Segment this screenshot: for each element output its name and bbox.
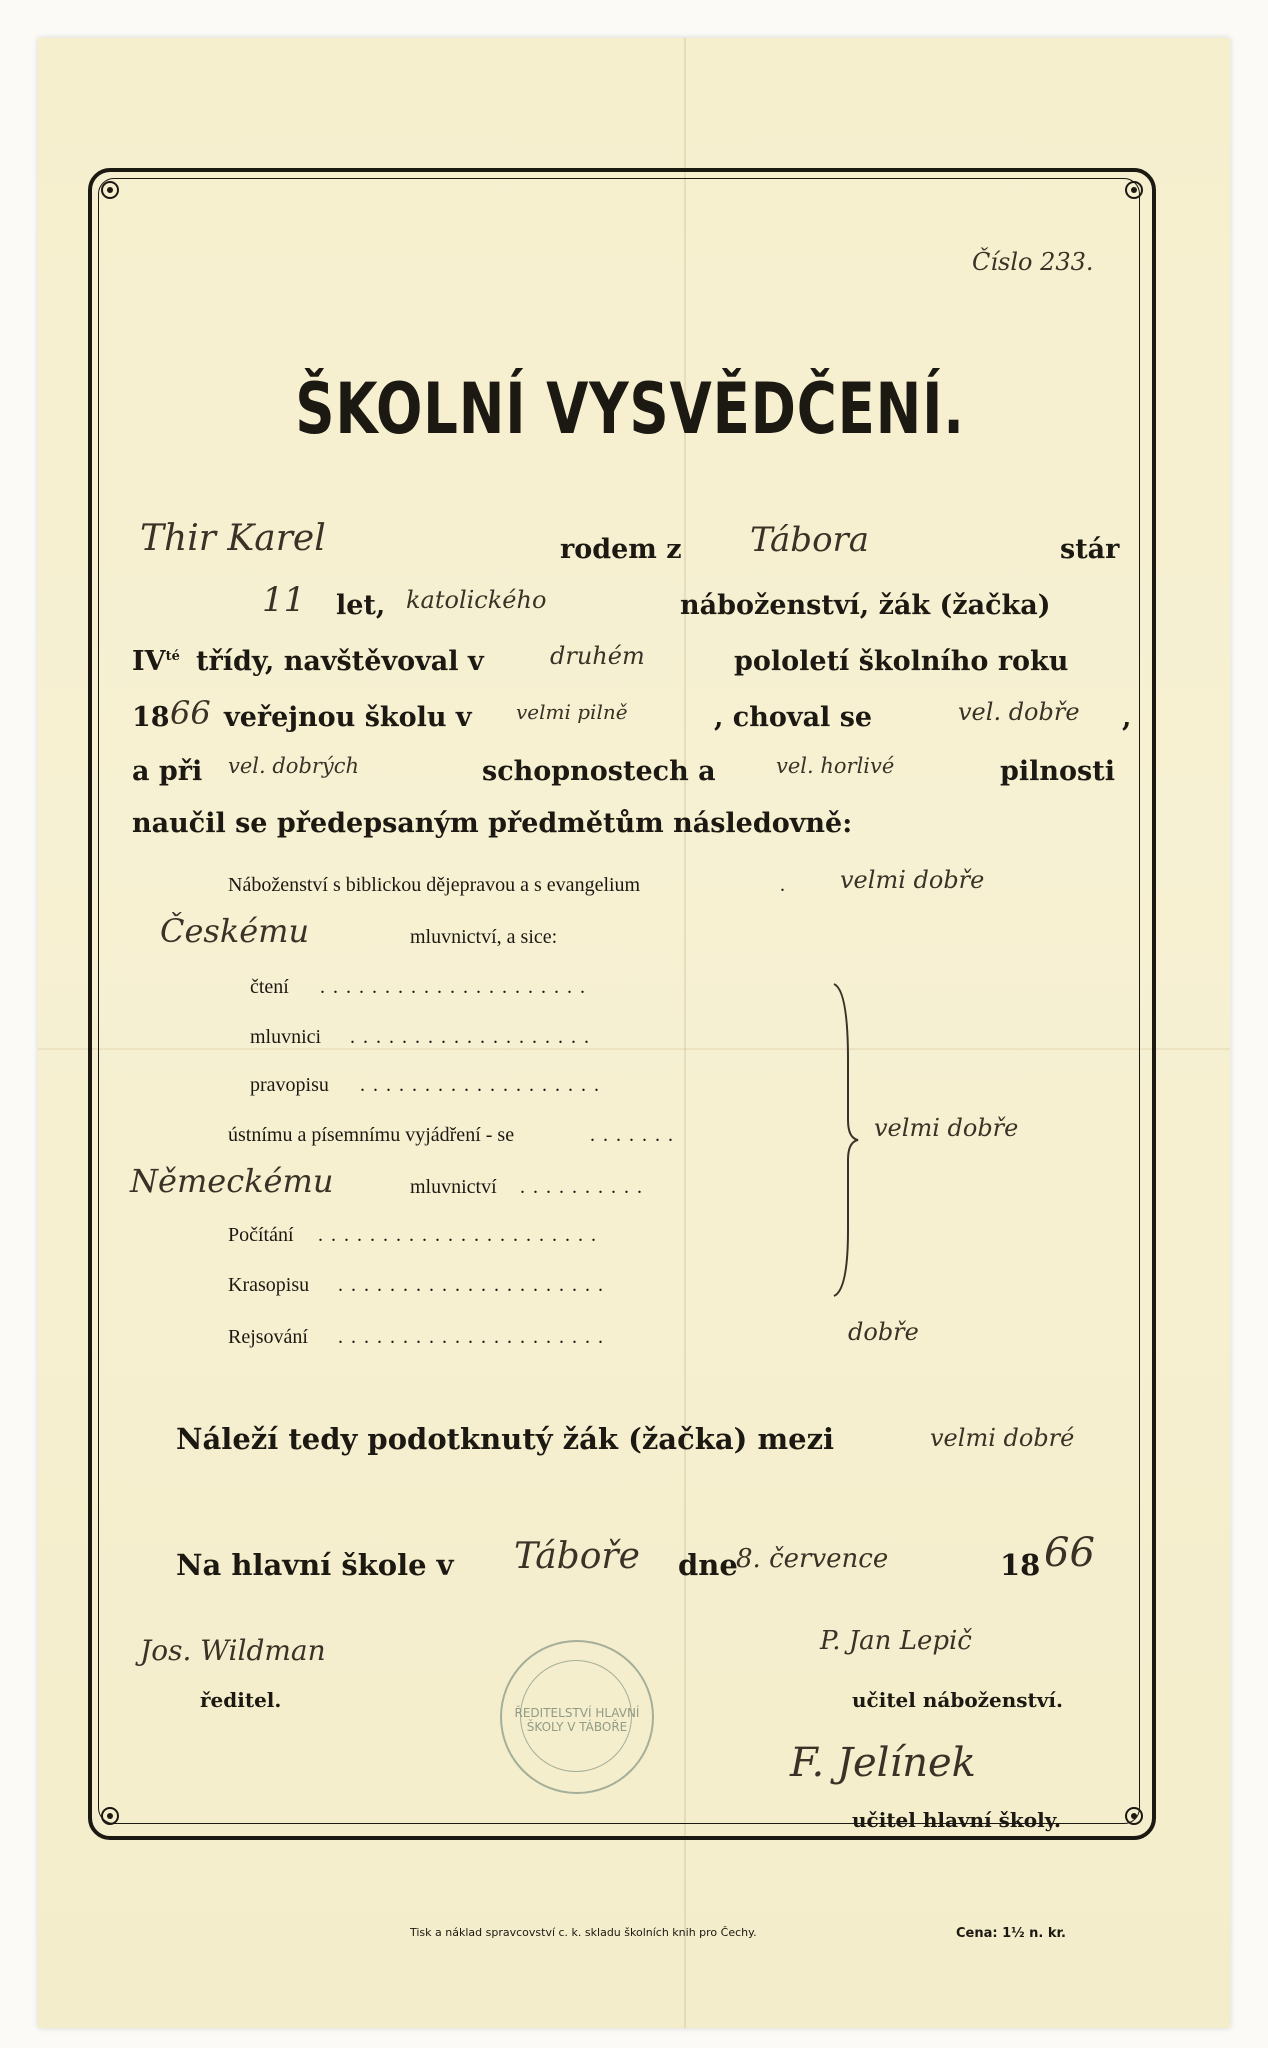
dot-leader: .......... [520, 1176, 650, 1198]
year-hand: 66 [170, 694, 211, 732]
signature-religion-teacher: P. Jan Lepič [820, 1626, 972, 1656]
diligence-label: pilnosti [1000, 756, 1115, 787]
dot-leader: ................... [360, 1074, 607, 1096]
abilities-label: schopnostech a [482, 756, 716, 787]
abilities-value: vel. dobrých [228, 754, 360, 778]
signature-teacher: F. Jelínek [790, 1740, 976, 1786]
dot-leader: ................... [350, 1026, 597, 1048]
class-value: $IV^{té}$ [132, 646, 180, 677]
age-label: stár [1060, 534, 1120, 565]
behavior-value: vel. dobře [958, 698, 1080, 726]
dot-leader: ..................... [338, 1326, 611, 1348]
belongs-value: velmi dobré [930, 1424, 1075, 1452]
corner-ornament-icon [1108, 176, 1148, 216]
semester-label: pololetí školního roku [734, 646, 1069, 677]
subject-arithmetic: Počítání [228, 1224, 294, 1246]
religion-label: náboženství, žák (žačka) [680, 590, 1051, 621]
year-prefix: 18 [132, 702, 170, 733]
subject-religion: Náboženství s biblickou dějepravou a s evangelium [228, 874, 641, 896]
dot-leader: ..................... [320, 976, 593, 998]
german-hand: Německému [130, 1162, 334, 1200]
role-teacher: učitel hlavní školy. [852, 1808, 1062, 1832]
role-director: ředitel. [200, 1688, 282, 1712]
diligence-value: vel. horlivé [776, 754, 895, 778]
date-year-prefix: 18 [1000, 1548, 1041, 1582]
grade-religion: velmi dobře [840, 866, 985, 894]
grade-bracket-icon [830, 980, 860, 1300]
czech-hand: Českému [160, 912, 310, 950]
date-label: dne [678, 1548, 738, 1582]
belongs-label: Náleží tedy podotknutý žák (žačka) mezi [176, 1422, 835, 1456]
dot-leader: ..................... [338, 1274, 611, 1296]
semester-value: druhém [550, 642, 645, 670]
subject-drawing: Rejsování [228, 1326, 308, 1348]
printer-note: Tisk a náklad spravcovství c. k. skladu školních knih pro Čechy. [410, 1926, 757, 1939]
behavior-label: , choval se [714, 702, 873, 733]
attendance-value: velmi pilně [516, 700, 628, 724]
birthplace: Tábora [750, 520, 870, 560]
subject-orthography: pravopisu [250, 1074, 329, 1096]
date-year-hand: 66 [1044, 1530, 1095, 1576]
price-note: Cena: 1½ n. kr. [956, 1926, 1066, 1941]
certificate-number: Číslo 233. [972, 248, 1094, 276]
place-value: Táboře [514, 1536, 640, 1577]
subject-czech: mluvnictví, a sice: [410, 926, 558, 948]
religion-value: katolického [406, 586, 547, 614]
abilities-prefix: a při [132, 756, 203, 787]
subject-expression: ústnímu a písemnímu vyjádření - se [228, 1124, 515, 1146]
pupil-age: 11 [262, 580, 306, 620]
born-label: rodem z [560, 534, 682, 565]
dot-leader: ....... [590, 1124, 681, 1146]
role-religion-teacher: učitel náboženství. [852, 1688, 1063, 1712]
grade-group: velmi dobře [874, 1114, 1019, 1142]
corner-ornament-icon [1108, 1790, 1148, 1830]
page-title: ŠKOLNÍ VYSVĚDČENÍ. [295, 368, 965, 450]
subject-reading: čtení [250, 976, 289, 998]
dot-leader: ...................... [318, 1224, 604, 1246]
subject-grammar: mluvnici [250, 1026, 322, 1048]
subject-german: mluvnictví [410, 1176, 497, 1198]
school-label: veřejnou školu v [224, 702, 472, 733]
place-label: Na hlavní škole v [176, 1548, 454, 1582]
grade-drawing: dobře [848, 1318, 919, 1346]
corner-ornament-icon [96, 1790, 136, 1830]
date-value: 8. července [736, 1544, 889, 1574]
pupil-name: Thir Karel [140, 518, 326, 559]
signature-director: Jos. Wildman [140, 1634, 326, 1667]
school-seal-stamp: ŘEDITELSTVÍ HLAVNÍ ŠKOLY V TÁBOŘE [500, 1640, 654, 1794]
years-label: let, [336, 590, 386, 621]
dot-leader: . [780, 874, 793, 896]
corner-ornament-icon [96, 176, 136, 216]
class-label: třídy, navštěvoval v [196, 646, 484, 677]
subject-calligraphy: Krasopisu [228, 1274, 310, 1296]
subjects-intro: naučil se předepsaným předmětům následovně: [132, 808, 853, 839]
behavior-comma: , [1122, 702, 1132, 733]
